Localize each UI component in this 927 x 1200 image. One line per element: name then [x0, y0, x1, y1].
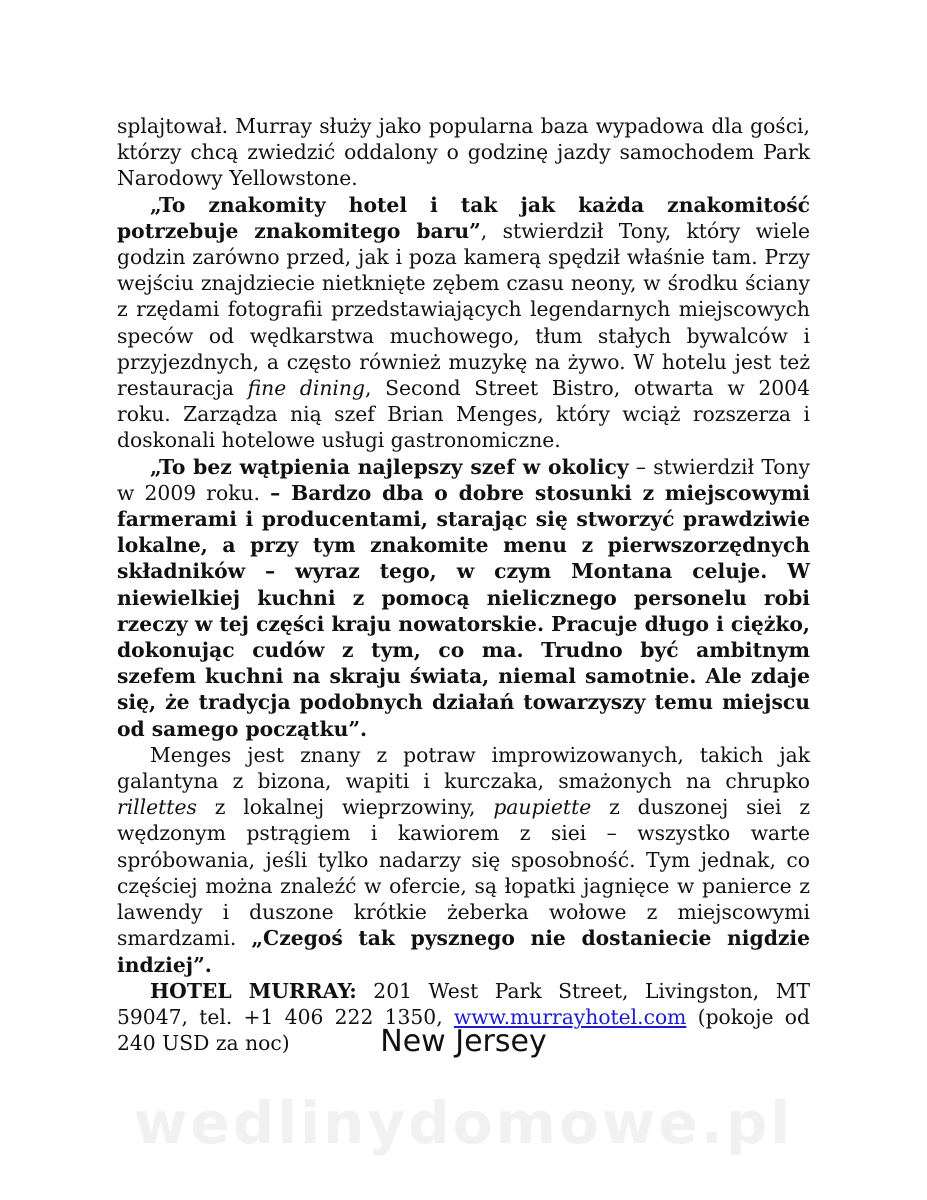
paragraph-3-text: – stwierdził Tony w 2009 roku. [117, 454, 810, 505]
paupiette-term: paupiette [493, 795, 592, 820]
quote-tony-bar: „To znakomity hotel i tak jak każda znakomitość potrzebuje znakomitego baru” [117, 192, 810, 243]
section-heading: New Jersey [380, 1024, 547, 1059]
watermark: wedlinydomowe.pl [133, 1089, 794, 1157]
hotel-price: (pokoje od 240 USD za noc) [117, 1004, 810, 1056]
rillettes-term: rillettes [117, 795, 197, 820]
quote-best-chef: „To bez wątpienia najlepszy szef w okolicy [150, 454, 629, 479]
paragraph-1-text: splajtował. Murray służy jako popularna baza wypadowa dla gości, którzy chcą zwiedzić oddalony o godzinę jazdy samochodem Park Narodowy Yellowstone. [117, 114, 810, 191]
quote-chef-description: – Bardzo dba o dobre stosunki z miejscowymi farmerami i producentami, starając się stworzyć prawdziwie lokalne, a przy tym znakomite menu z pierwszorzędnych składników – wyraz tego, w czym Montana celuje. W niewielkiej kuchni z pomocą nielicznego personelu robi rzeczy w tej części kraju nowatorskie. Pracuje długo i ciężko, dokonując cudów z tym, co ma. Trudno być ambitnym szefem kuchni na skraju świata, niemal samotnie. Ale zdaje się, że tradycja podobnych działań towarzyszy temu miejscu od samego początku”. [117, 480, 810, 741]
paragraph-3 [117, 454, 810, 742]
paragraph-4-text-c: z duszonej siei z wędzonym pstrągiem i kawiorem z siei – wszystko warte spróbowania, jeśli tylko nadarzy się sposobność. Tym jednak, co częściej można znaleźć w ofercie, są łopatki jagnięce w panierce z lawendy i duszone krótkie żeberka wołowe z miejscowymi smardzami. [117, 795, 811, 951]
paragraph-4-text-a: Menges jest znany z potraw improwizowanych, takich jak galantyna z bizona, wapiti i kurczaka, smażonych na chrupko [117, 742, 810, 794]
fine-dining-term: fine dining [247, 376, 365, 401]
paragraph-4 [117, 742, 810, 978]
paragraph-1 [117, 113, 810, 192]
paragraph-2-text-a: , stwierdził Tony, który wiele godzin zarówno przed, jak i poza kamerą spędził właśnie tam. Przy wejściu znajdziecie nietknięte zębem czasu neony, w środku ściany z rzędami fotografii przedstawiających legendarnych miejscowych speców od wędkarstwa muchowego, tłum stałych bywalców i przyjezdnych, a często również muzykę na żywo. W hotelu jest też restauracja [117, 218, 810, 401]
hotel-name-label: HOTEL MURRAY: [150, 978, 357, 1003]
hotel-website-link[interactable]: www.murrayhotel.com [453, 1004, 687, 1029]
paragraph-2 [117, 192, 810, 454]
hotel-address: 201 West Park Street, Livingston, MT 59047, tel. +1 406 222 1350, [117, 978, 810, 1029]
quote-delicious: „Czegoś tak pysznego nie dostaniecie nigdzie indziej”. [117, 926, 810, 977]
paragraph-4-text-b: z lokalnej wieprzowiny, [196, 795, 494, 820]
article-body [117, 113, 810, 1056]
paragraph-2-text-b: , Second Street Bistro, otwarta w 2004 roku. Zarządza nią szef Brian Menges, który wciąż rozszerza i doskonali hotelowe usługi gastronomiczne. [117, 376, 810, 453]
